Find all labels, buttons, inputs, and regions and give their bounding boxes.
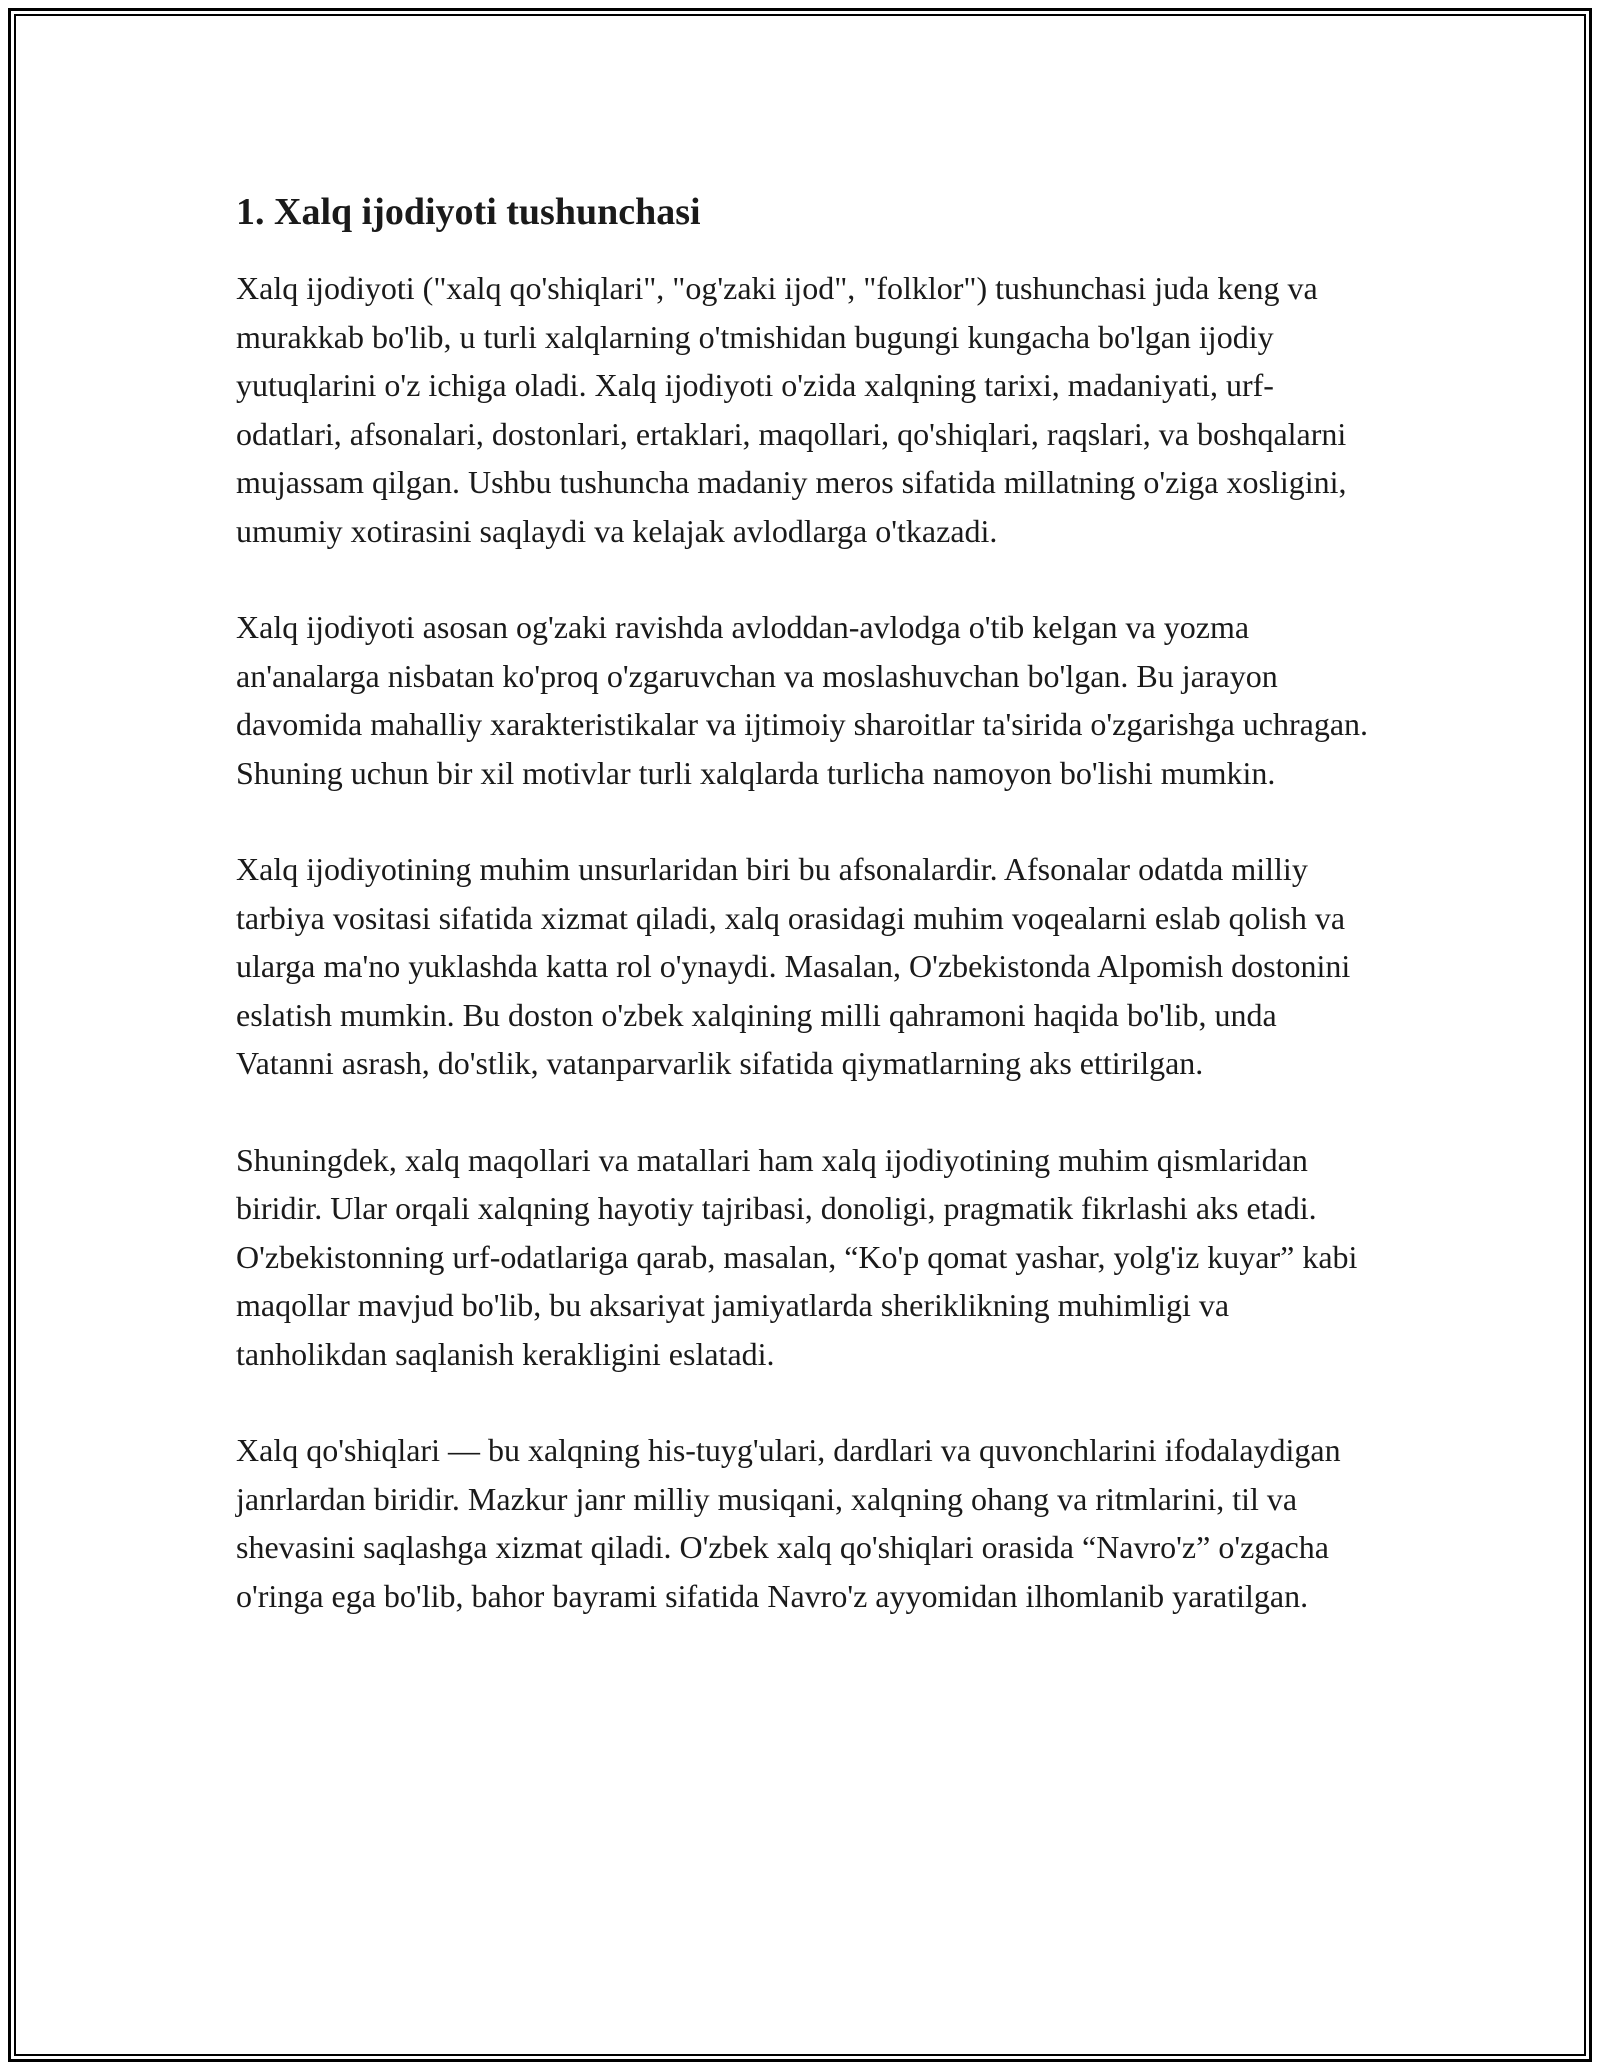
paragraph-5: Xalq qo'shiqlari — bu xalqning his-tuyg'ulari, dardlari va quvonchlarini ifodalaydigan janrlardan biridir. Mazkur janr milliy musiqani, xalqning ohang va ritmlarini, til va shevasini saqlashga xizmat qiladi. O'zbek xalq qo'shiqlari orasida “Navro'z” o'zgacha o'ringa ega bo'lib, bahor bayrami sifatida Navro'z ayyomidan ilhomlanib yaratilgan. — [236, 1432, 1341, 1614]
paragraph-4: Shuningdek, xalq maqollari va matallari ham xalq ijodiyotining muhim qismlaridan biridir. Ular orqali xalqning hayotiy tajribasi, donoligi, pragmatik fikrlashi aks etadi. O'zbekistonning urf-odatlariga qarab, masalan, “Ko'p qomat yashar, yolg'iz kuyar” kabi maqollar mavjud bo'lib, bu aksariyat jamiyatlarda sheriklikning muhimligi va tanholikdan saqlanish kerakligini eslatadi. — [236, 1141, 1358, 1372]
paragraph-2: Xalq ijodiyoti asosan og'zaki ravishda avloddan-avlodga o'tib kelgan va yozma an'analarga nisbatan ko'proq o'zgaruvchan va moslashuvchan bo'lgan. Bu jarayon davomida mahalliy xarakteristikalar va ijtimoiy sharoitlar ta'sirida o'zgarishga uchragan. Shuning uchun bir xil motivlar turli xalqlarda turlicha namoyon bo'lishi mumkin. — [236, 609, 1369, 791]
paragraph-1: Xalq ijodiyoti ("xalq qo'shiqlari", "og'zaki ijod", "folklor") tushunchasi juda keng va murakkab bo'lib, u turli xalqlarning o'tmishidan bugungi kungacha bo'lgan ijodiy yutuqlarini o'z ichiga oladi. Xalq ijodiyoti o'zida xalqning tarixi, madaniyati, urf-odatlari, afsonalari, dostonlari, ertaklari, maqollari, qo'shiqlari, raqslari, va boshqalarni mujassam qilgan. Ushbu tushuncha madaniy meros sifatida millatning o'ziga xosligini, umumiy xotirasini saqlaydi va kelajak avlodlarga o'tkazadi. — [236, 270, 1347, 549]
paragraph-3: Xalq ijodiyotining muhim unsurlaridan biri bu afsonalardir. Afsonalar odatda milliy tarbiya vositasi sifatida xizmat qiladi, xalq orasidagi muhim voqealarni eslab qolish va ularga ma'no yuklashda katta rol o'ynaydi. Masalan, O'zbekistonda Alpomish dostonini eslatish mumkin. Bu doston o'zbek xalqining milli qahramoni haqida bo'lib, unda Vatanni asrash, do'stlik, vatanparvarlik sifatida qiymatlarning aks ettirilgan. — [236, 851, 1351, 1081]
document-body — [236, 188, 1376, 1668]
section-title: 1. Xalq ijodiyoti tushunchasi — [236, 191, 701, 233]
